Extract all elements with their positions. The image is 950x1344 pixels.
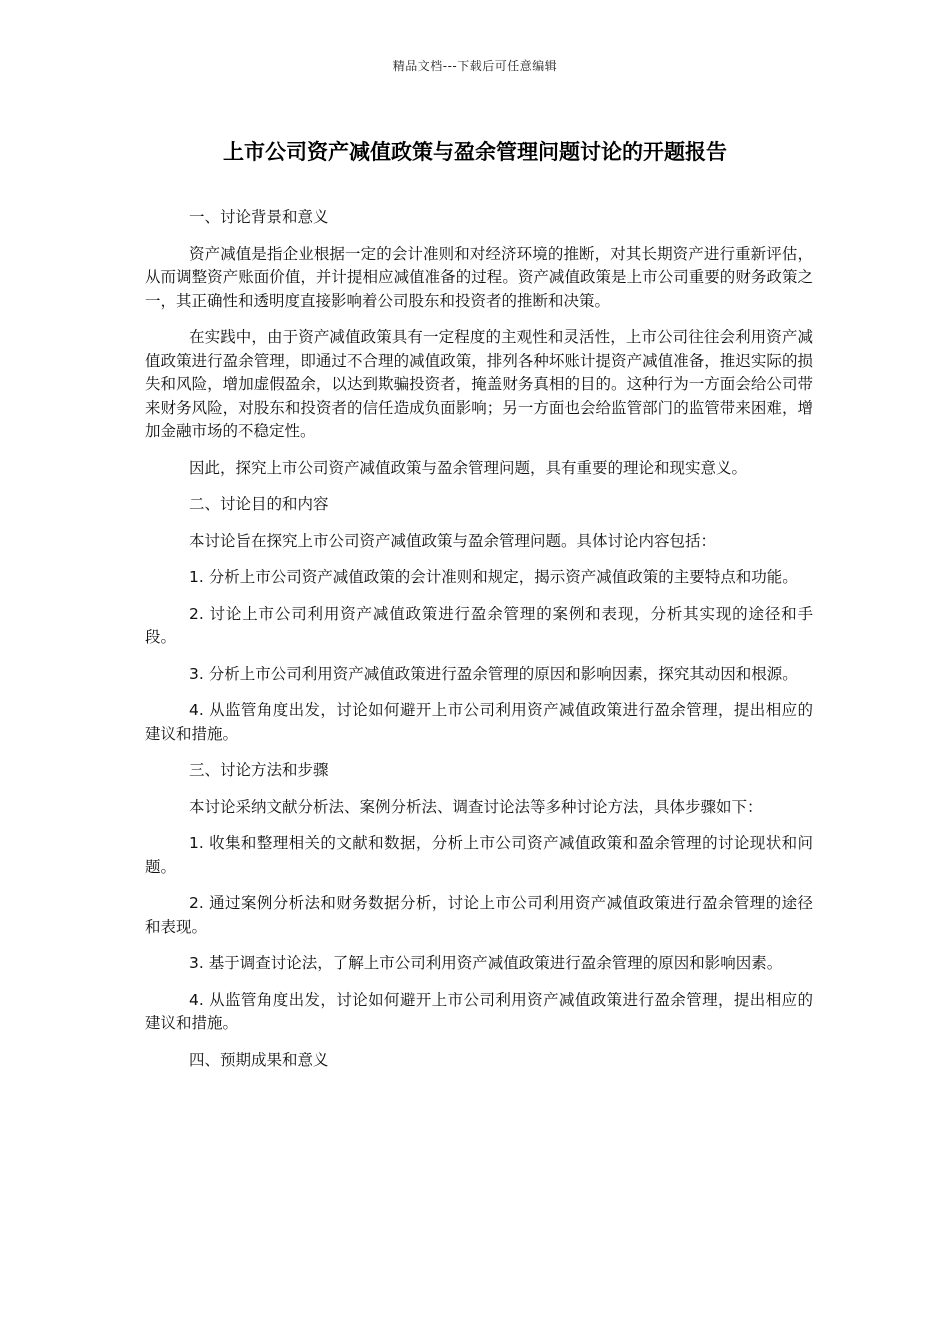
- list-item-purpose-3: 3. 分析上市公司利用资产减值政策进行盈余管理的原因和影响因素，探究其动因和根源。: [189, 664, 798, 683]
- list-item-purpose-2: 2. 讨论上市公司利用资产减值政策进行盈余管理的案例和表现，分析其实现的途径和手段。: [145, 604, 813, 646]
- section-heading-outcomes: 四、预期成果和意义: [189, 1050, 329, 1069]
- list-item-purpose-1: 1. 分析上市公司资产减值政策的会计准则和规定，揭示资产减值政策的主要特点和功能。: [189, 568, 798, 586]
- list-item-method-2: 2. 通过案例分析法和财务数据分析，讨论上市公司利用资产减值政策进行盈余管理的途径和表现。: [145, 894, 813, 936]
- document-title: 上市公司资产减值政策与盈余管理问题讨论的开题报告: [223, 140, 727, 164]
- header-note: 精品文档---下载后可任意编辑: [392, 59, 558, 73]
- paragraph-purpose-intro: 本讨论旨在探究上市公司资产减值政策与盈余管理问题。具体讨论内容包括：: [189, 531, 717, 550]
- paragraph-practice: 在实践中，由于资产减值政策具有一定程度的主观性和灵活性，上市公司往往会利用资产减值政策进行盈余管理，即通过不合理的减值政策，排列各种坏账计提资产减值准备，推迟实际的损失和风险，增加虚假盈余，以达到欺骗投资者，掩盖财务真相的目的。这种行为一方面会给公司带来财务风险，对股东和投资者的信任造成负面影响；另一方面也会给监管部门的监管带来困难，增加金融市场的不稳定性。: [145, 328, 813, 440]
- paragraph-methods-intro: 本讨论采纳文献分析法、案例分析法、调查讨论法等多种讨论方法，具体步骤如下：: [189, 797, 763, 816]
- list-item-method-4: 4. 从监管角度出发，讨论如何避开上市公司利用资产减值政策进行盈余管理，提出相应的建议和措施。: [145, 990, 813, 1032]
- document-body: [145, 206, 813, 1085]
- paragraph-definition: 资产减值是指企业根据一定的会计准则和对经济环境的推断，对其长期资产进行重新评估，从而调整资产账面价值，并计提相应减值准备的过程。资产减值政策是上市公司重要的财务政策之一，其正确性和透明度直接影响着公司股东和投资者的推断和决策。: [145, 244, 813, 310]
- list-item-method-3: 3. 基于调查讨论法，了解上市公司利用资产减值政策进行盈余管理的原因和影响因素。: [189, 954, 783, 972]
- list-item-method-1: 1. 收集和整理相关的文献和数据，分析上市公司资产减值政策和盈余管理的讨论现状和问题。: [145, 834, 813, 876]
- list-item-purpose-4: 4. 从监管角度出发，讨论如何避开上市公司利用资产减值政策进行盈余管理，提出相应的建议和措施。: [145, 701, 813, 743]
- section-heading-purpose: 二、讨论目的和内容: [189, 495, 329, 513]
- paragraph-significance: 因此，探究上市公司资产减值政策与盈余管理问题，具有重要的理论和现实意义。: [189, 458, 748, 477]
- section-heading-background: 一、讨论背景和意义: [189, 208, 329, 226]
- section-heading-methods: 三、讨论方法和步骤: [189, 761, 329, 779]
